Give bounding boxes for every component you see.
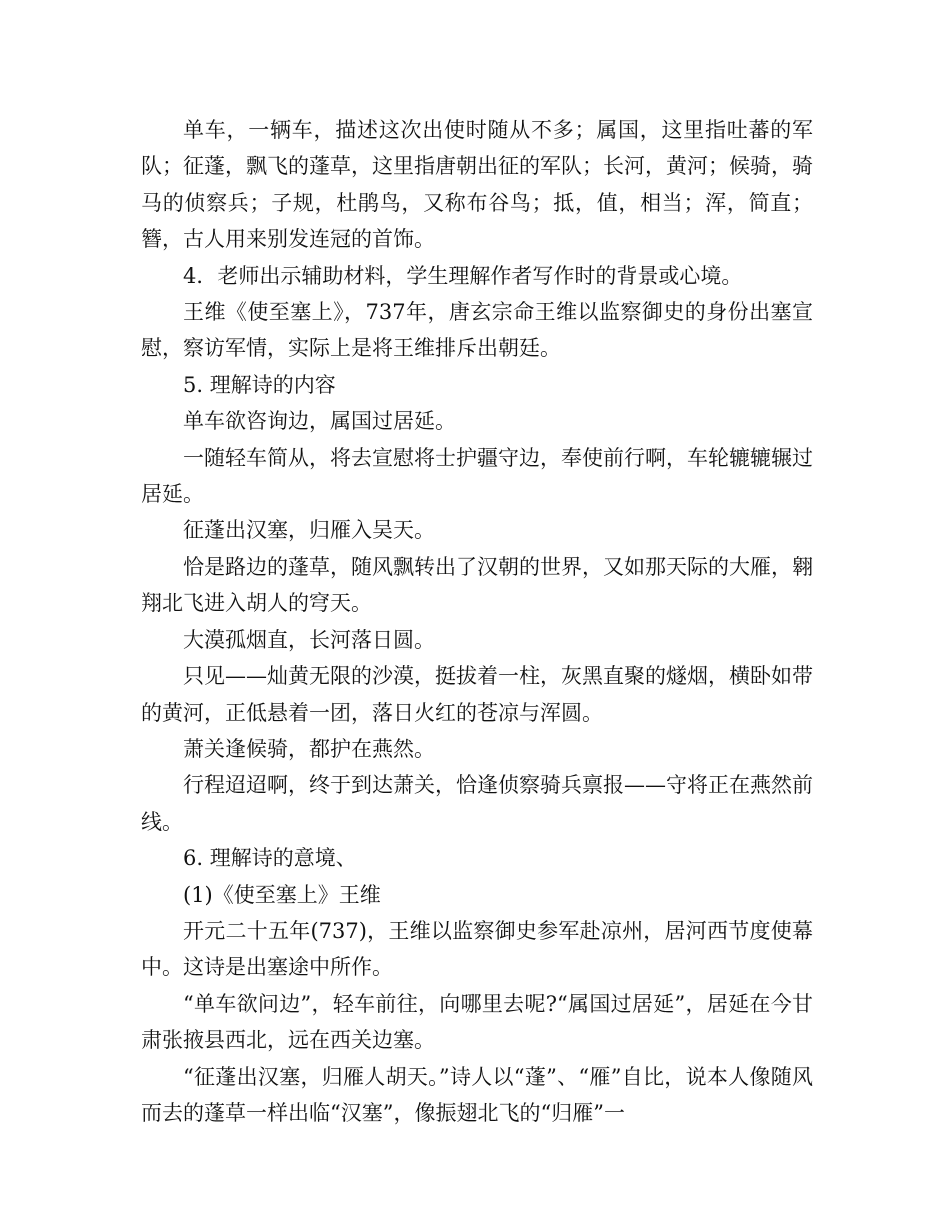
paragraph-analysis-2: “单车欲问边”，轻车前往，向哪里去呢?“属国过居延”，居延在今甘肃张掖县西北，远在西关边塞。 xyxy=(141,991,813,1053)
paragraph-translation-4: 行程迢迢啊，终于到达萧关，恰逢侦察骑兵禀报——守将正在燕然前线。 xyxy=(141,773,813,834)
paragraph-translation-1: 一随轻车简从，将去宣慰将士护疆守边，奉使前行啊，车轮辘辘辗过居延。 xyxy=(141,445,813,507)
poem-line-4: 萧关逢候骑，都护在燕然。 xyxy=(183,736,435,761)
paragraph-step-6: 6. 理解诗的意境、 xyxy=(183,846,357,871)
paragraph-translation-3: 只见——灿黄无限的沙漠，挺拔着一柱，灰黑直聚的燧烟，横卧如带的黄河，正低悬着一团，落日火红的苍凉与浑圆。 xyxy=(141,664,813,725)
poem-line-3: 大漠孤烟直，长河落日圆。 xyxy=(183,627,435,652)
paragraph-subheading: (1)《使至塞上》王维 xyxy=(183,882,381,907)
paragraph-background: 王维《使至塞上》，737年，唐玄宗命王维以监察御史的身份出塞宣慰，察访军情，实际上是将王维排斥出朝廷。 xyxy=(141,300,813,361)
paragraph-translation-2: 恰是路边的蓬草，随风飘转出了汉朝的世界，又如那天际的大雁，翱翔北飞进入胡人的穹天。 xyxy=(141,554,813,616)
paragraph-analysis-3: “征蓬出汉塞，归雁人胡天。”诗人以“蓬”、“雁”自比，说本人像随风而去的蓬草一样出临“汉塞”，像振翅北飞的“归雁”一 xyxy=(141,1064,813,1125)
document-body xyxy=(141,112,813,1131)
paragraph-step-5: 5. 理解诗的内容 xyxy=(183,372,336,397)
poem-line-2: 征蓬出汉塞，归雁入吴天。 xyxy=(183,518,435,543)
poem-line-1: 单车欲咨询边，属国过居延。 xyxy=(183,409,456,434)
paragraph-analysis-1: 开元二十五年(737)，王维以监察御史参军赴凉州，居河西节度使幕中。这诗是出塞途中所作。 xyxy=(141,918,813,980)
paragraph-vocabulary-notes: 单车，一辆车，描述这次出使时随从不多；属国，这里指吐蕃的军队；征蓬，飘飞的蓬草，这里指唐朝出征的军队；长河，黄河；候骑，骑马的侦察兵；子规，杜鹃鸟，又称布谷鸟；抵，值，相当；浑，简直；簪，古人用来别发连冠的首饰。 xyxy=(141,118,813,252)
paragraph-step-4: 4．老师出示辅助材料，学生理解作者写作时的背景或心境。 xyxy=(183,263,743,288)
